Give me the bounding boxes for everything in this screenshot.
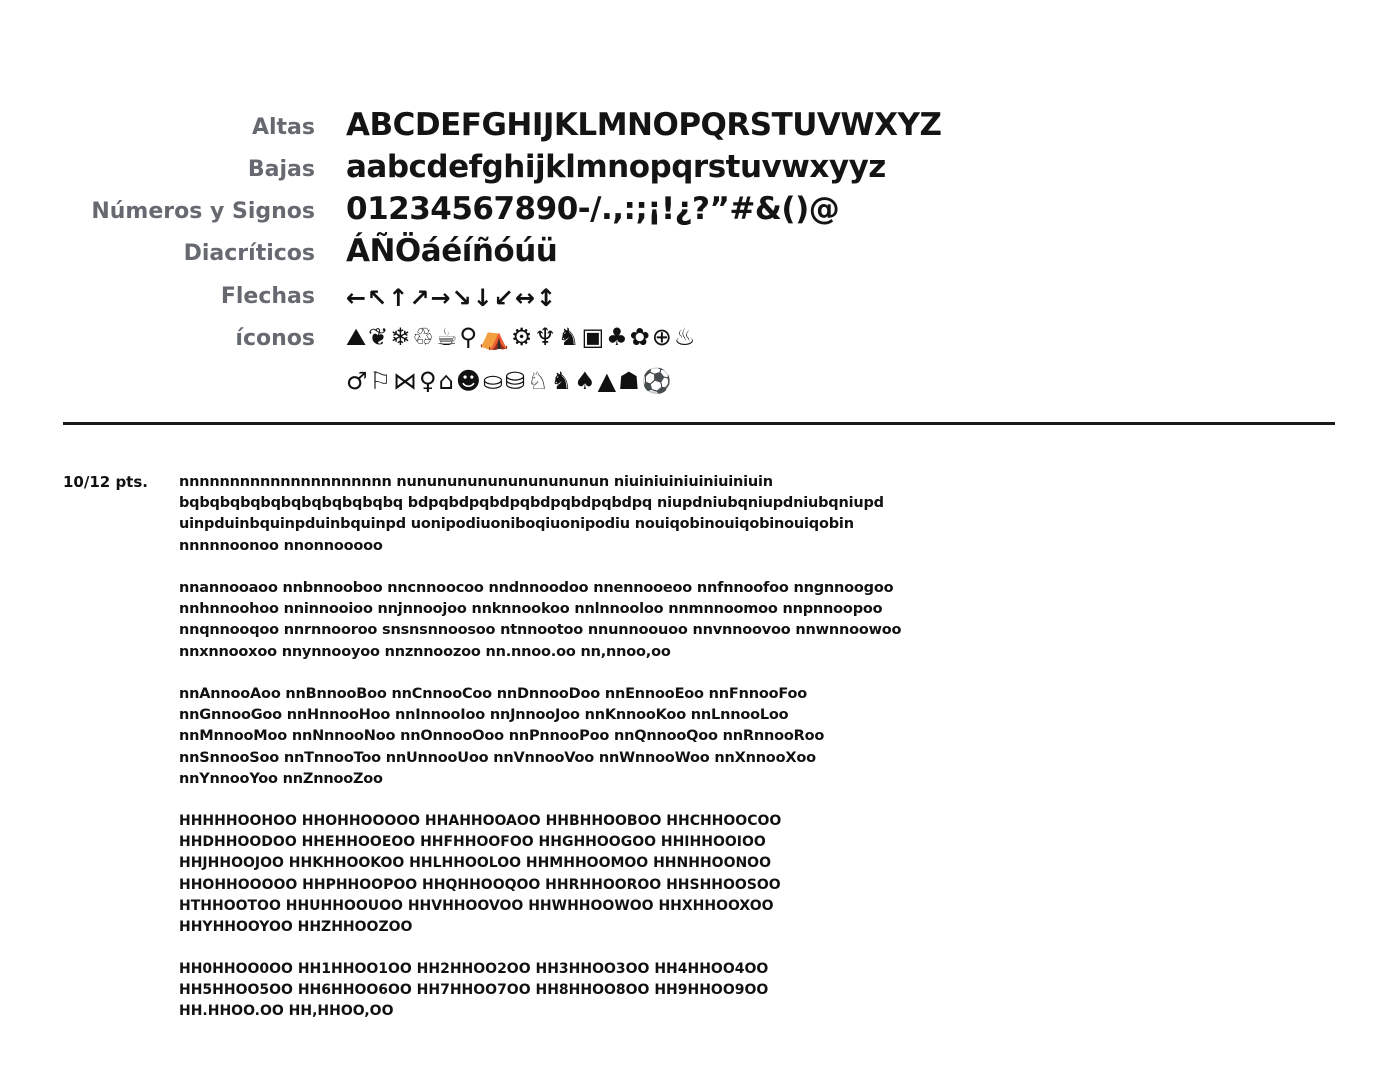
specimen-label: Bajas [247, 157, 315, 182]
flower-icon: ✿ [629, 323, 650, 351]
text-line: nnnnnnnnnnnnnnnnnnnnn nunununununununununun niuiniuiniuiniuiniuin [179, 474, 773, 490]
man-icon: ♂ [346, 367, 368, 395]
icons-row-1 [346, 319, 697, 355]
text-line: HH0HHOO0OO HH1HHOO1OO HH2HHOO2OO HH3HHOO3OO HH4HHOO4OO [179, 961, 769, 977]
fountain-icon: ♨ [673, 323, 696, 351]
leaf-icon: ❦ [368, 323, 389, 351]
climber-icon: ☗ [618, 367, 640, 395]
text-line: nnnnnoonoo nnonnooooo [179, 537, 383, 554]
paragraph-lowercase-2 [179, 578, 1059, 663]
text-line: nnhnnoohoo nninnooioo nnjnnoojoo nnknnookoo nnlnnooloo nnmnnoomoo nnpnnoopoo [179, 601, 883, 618]
specimen-label: Números y Signos [91, 199, 315, 224]
fork-knife-icon: ♆ [534, 323, 556, 351]
specimen-sample: ABCDEFGHIJKLMNOPQRSTUVWXYZ [346, 107, 942, 143]
text-line: nnAnnooAoo nnBnnooBoo nnCnnooCoo nnDnnooDoo nnEnnooEoo nnFnnooFoo [179, 686, 808, 702]
trash-bin-icon: ♲ [412, 323, 434, 351]
arrow-left-right-icon: ↔ [514, 284, 535, 312]
bird-icon: ⛁ [504, 367, 526, 395]
text-line: HHJHHOOJOO HHKHHOOKOO HHLHHOOLOO HHMHHOOMOO HHNHHOONOO [179, 855, 771, 872]
bus-icon: ▣ [581, 323, 605, 351]
tent-icon: ⛺ [479, 323, 509, 351]
paragraph-numerals [179, 959, 1059, 1023]
arrow-right-icon: → [430, 284, 451, 312]
drink-icon: ☕ [435, 323, 458, 351]
paragraph-uppercase [179, 811, 1059, 938]
text-line: nnqnnooqoo nnrnnooroo snsnsnnoosoo ntnnootoo nnunnoouoo nnvnnoovoo nnwnnoowoo [179, 622, 902, 639]
butterfly-icon: ⋈ [393, 367, 418, 395]
paragraph-lowercase-1 [179, 472, 1059, 557]
specimen-row-numbers [0, 191, 1398, 233]
specimen-label: Diacríticos [183, 241, 315, 266]
text-line: nnxnnooxoo nnynnooyoo nnznnoozoo nn.nnoo.oo nn,nnoo,oo [179, 643, 671, 660]
pine-tree-icon: ♠ [574, 367, 596, 395]
horse-icon: ♞ [550, 367, 573, 395]
specimen-label: Flechas [220, 284, 315, 309]
arrow-up-left-icon: ↖ [367, 284, 388, 312]
text-line: nnGnnooGoo nnHnnooHoo nnInnooIoo nnJnnooJoo nnKnnooKoo nnLnnooLoo [179, 707, 789, 724]
specimen-sample: 01234567890-/.,:;¡!¿?”#&()@ [346, 191, 840, 227]
specimen-row-diacritics [0, 233, 1398, 275]
arrow-down-left-icon: ↙ [493, 284, 514, 312]
text-line: nnYnnooYoo nnZnnooZoo [179, 770, 383, 787]
arrow-down-right-icon: ↘ [451, 284, 472, 312]
mountain-icon: ⛰ [346, 323, 367, 351]
plant-icon: ♣ [606, 323, 628, 351]
arrow-left-icon: ← [346, 284, 367, 312]
arrow-up-icon: ↑ [388, 284, 409, 312]
text-line: nnMnnooMoo nnNnnooNoo nnOnnooOoo nnPnnooPoo nnQnnooQoo nnRnnooRoo [179, 728, 825, 745]
woman-icon: ♀ [419, 367, 437, 395]
text-line: nnSnnooSoo nnTnnooToo nnUnnooUoo nnVnnooVoo nnWnnooWoo nnXnnooXoo [179, 749, 816, 766]
specimen-label: íconos [235, 326, 315, 351]
specimen-row-uppercase [0, 107, 1398, 149]
specimen-sample: ÁÑÖáéíñóúü [346, 233, 558, 269]
specimen-label: Altas [251, 115, 315, 140]
hiker-icon: ⚐ [369, 367, 392, 395]
section-divider [63, 422, 1335, 425]
paragraph-mixed-case [179, 684, 1059, 790]
text-line: HHDHHOODOO HHEHHOOEOO HHFHHOOFOO HHGHHOOGOO HHIHHOOIOO [179, 834, 766, 851]
text-line: nnannooaoo nnbnnooboo nncnnoocoo nndnnoodoo nnennooeoo nnfnnoofoo nngnnoogoo [179, 580, 894, 596]
museum-icon: ⌂ [438, 367, 454, 395]
text-line: HHOHHOOOOO HHPHHOOPOO HHQHHOOQOO HHRHHOOROO HHSHHOOSOO [179, 876, 781, 893]
runner-icon: ♞ [557, 323, 580, 351]
bicycle-icon: ⚲ [459, 323, 477, 351]
arrows-glyph-row [346, 281, 557, 315]
arrow-up-right-icon: ↗ [409, 284, 430, 312]
small-tree-icon: ▲ [597, 367, 617, 395]
text-line: HHYHHOOYOO HHZHHOOZOO [179, 919, 413, 936]
text-line: bqbqbqbqbqbqbqbqbqbqbq bdpqbdpqbdpqbdpqbdpqbdpq niupdniubqniupdniubqniupd [179, 495, 884, 512]
text-line: HHHHHOOHOO HHOHHOOOOO HHAHHOOAOO HHBHHOOBOO HHCHHOOCOO [179, 813, 782, 829]
duck-icon: ⛀ [482, 367, 503, 395]
text-line: uinpduinbquinpduinbquinpd uonipodiuoniboqiuonipodiu nouiqobinouiqobinouiqobin [179, 516, 854, 533]
size-label: 10/12 pts. [63, 473, 148, 491]
text-line: HH5HHOO5OO HH6HHOO6OO HH7HHOO7OO HH8HHOO8OO HH9HHOO9OO [179, 982, 769, 999]
dog-icon: ♘ [527, 367, 549, 395]
specimen-row-icons [0, 318, 1398, 360]
arrow-down-icon: ↓ [472, 284, 493, 312]
cyclist-icon: ⚙ [510, 323, 533, 351]
text-line: HH.HHOO.OO HH,HHOO,OO [179, 1003, 394, 1020]
specimen-sample: aabcdefghijklmnopqrstuvwxyyz [346, 149, 886, 185]
icons-row-2 [346, 363, 674, 399]
specimen-row-lowercase [0, 149, 1398, 191]
soccer-ball-icon: ⚽ [641, 367, 672, 395]
arrow-up-down-icon: ↕ [535, 284, 557, 312]
specimen-row-arrows [0, 276, 1398, 318]
snowflake-icon: ❄ [390, 323, 411, 351]
family-icon: ☻ [455, 367, 481, 395]
text-line: HTHHOOTOO HHUHHOOUOO HHVHHOOVOO HHWHHOOWOO HHXHHOOXOO [179, 897, 774, 914]
globe-icon: ⊕ [651, 323, 672, 351]
